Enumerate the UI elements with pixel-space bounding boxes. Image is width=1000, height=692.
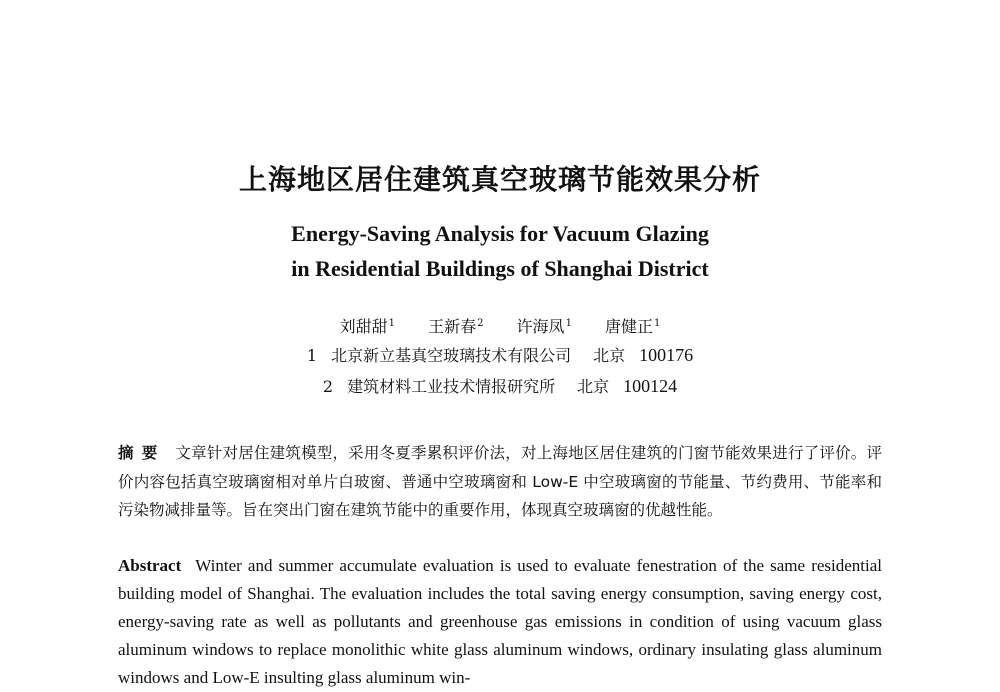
affiliation-number: 2 bbox=[322, 377, 334, 396]
chinese-abstract-text: 文章针对居住建筑模型，采用冬夏季累积评价法，对上海地区居住建筑的门窗节能效果进行了评价。评价内容包括真空玻璃窗相对单片白玻窗、普通中空玻璃窗和 Low-E 中空玻璃窗的节能量、节约费用、节能率和污染物减排量等。旨在突出门窗在建筑节能中的重要作用，体现真空玻璃窗的优越性能。 bbox=[118, 444, 882, 519]
affiliation-name: 建筑材料工业技术情报研究所 bbox=[347, 377, 556, 396]
english-title-line-1: Energy-Saving Analysis for Vacuum Glazing bbox=[291, 221, 709, 246]
author-list bbox=[0, 312, 1000, 339]
affiliation bbox=[0, 343, 1000, 368]
affiliation-postcode: 100124 bbox=[623, 376, 678, 396]
affiliation-number: 1 bbox=[306, 346, 318, 365]
affiliation-city: 北京 bbox=[577, 377, 610, 396]
affiliation-city: 北京 bbox=[593, 346, 626, 365]
author bbox=[517, 317, 572, 336]
affiliation bbox=[0, 374, 1000, 399]
author-name: 唐健正 bbox=[605, 317, 654, 336]
affiliation-postcode: 100176 bbox=[639, 345, 694, 365]
author-name: 许海凤 bbox=[516, 317, 565, 336]
english-abstract bbox=[118, 552, 882, 692]
author-affiliation-mark: 1 bbox=[654, 318, 661, 329]
english-abstract-label: Abstract bbox=[118, 556, 182, 575]
author-name: 王新春 bbox=[428, 317, 477, 336]
author bbox=[605, 317, 660, 336]
author-affiliation-mark: 1 bbox=[565, 318, 572, 329]
chinese-abstract-label: 摘要 bbox=[118, 444, 166, 462]
author bbox=[428, 317, 483, 336]
author-affiliation-mark: 1 bbox=[388, 318, 395, 329]
affiliation-name: 北京新立基真空玻璃技术有限公司 bbox=[331, 346, 572, 365]
english-abstract-text: Winter and summer accumulate evaluation is used to evaluate fenestration of the same residential building model of Shanghai. The evaluation includes the total saving energy consumption, saving energy cost, energy-saving rate as well as pollutants and greenhouse gas emissions in condition of using vacuum glass aluminum windows to replace monolithic white glass aluminum windows, ordinary insulating glass aluminum windows and Low-E insulting glass aluminum win- bbox=[118, 556, 882, 687]
chinese-abstract bbox=[118, 439, 882, 525]
author bbox=[340, 317, 395, 336]
chinese-title: 上海地区居住建筑真空玻璃节能效果分析 bbox=[238, 163, 761, 196]
author-affiliation-mark: 2 bbox=[477, 318, 484, 329]
english-title-line-2: in Residential Buildings of Shanghai District bbox=[291, 256, 709, 281]
author-name: 刘甜甜 bbox=[339, 317, 388, 336]
